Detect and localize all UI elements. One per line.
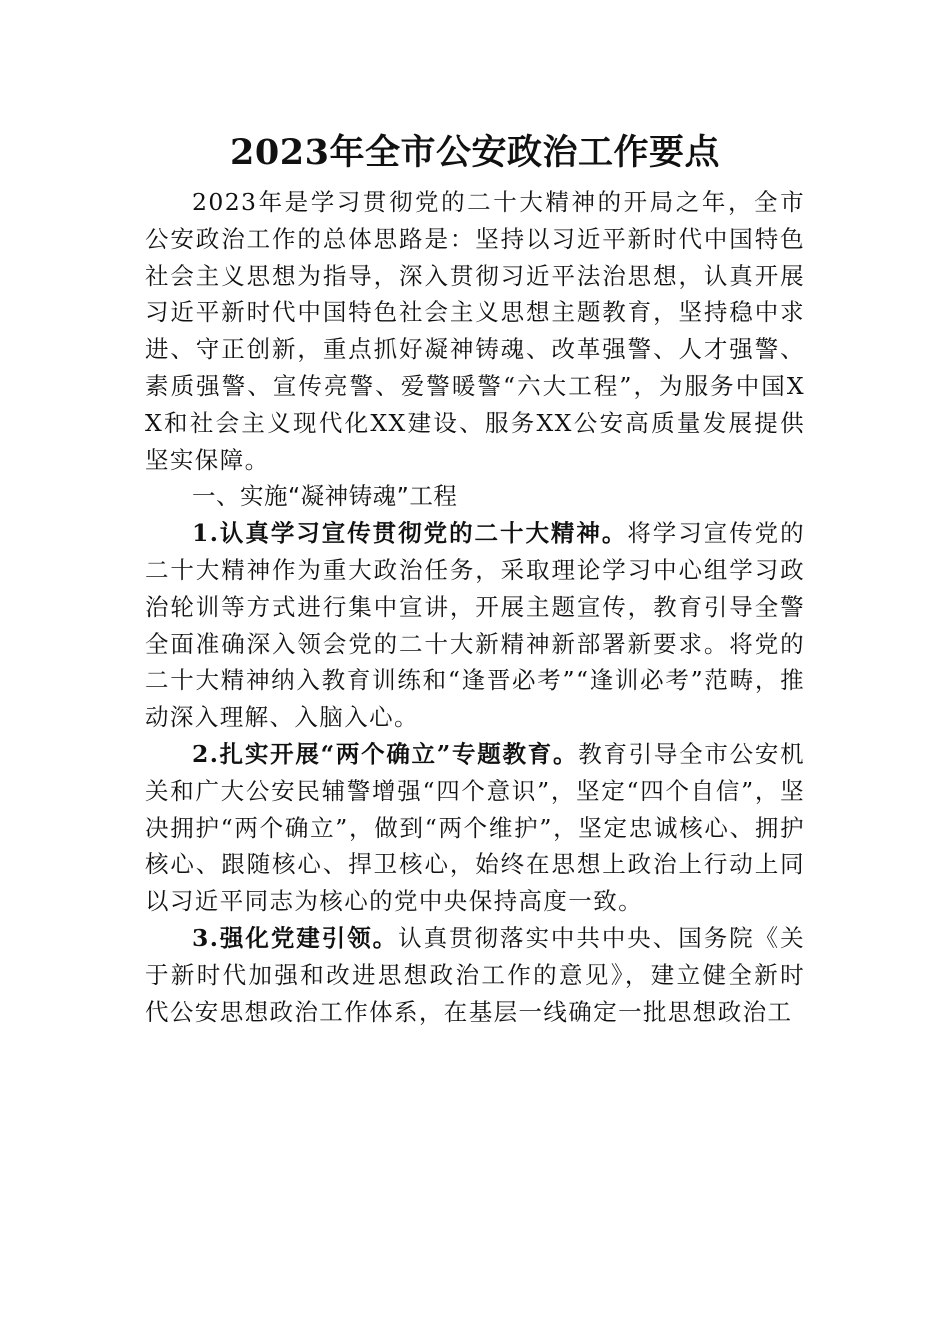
item-paragraph-2 (145, 736, 805, 920)
document-title: 2023年全市公安政治工作要点 (230, 132, 720, 173)
intro-paragraph: 2023年是学习贯彻党的二十大精神的开局之年，全市公安政治工作的总体思路是：坚持以习近平新时代中国特色社会主义思想为指导，深入贯彻习近平法治思想，认真开展习近平新时代中国特色社会主义思想主题教育，坚持稳中求进、守正创新，重点抓好凝神铸魂、改革强警、人才强警、素质强警、宣传亮警、爱警暖警“六大工程”，为服务中国XX和社会主义现代化XX建设、服务XX公安高质量发展提供坚实保障。 (145, 188, 805, 474)
item-body-3: 认真贯彻落实中共中央、国务院《关于新时代加强和改进思想政治工作的意见》，建立健全新时代公安思想政治工作体系，在基层一线确定一批思想政治工 (145, 923, 805, 1026)
section-heading: 一、实施“凝神铸魂”工程 (192, 482, 458, 511)
item-lead-1: 1.认真学习宣传贯彻党的二十大精神。 (192, 519, 628, 548)
item-body-1: 将学习宣传党的二十大精神作为重大政治任务，采取理论学习中心组学习政治轮训等方式进行集中宣讲，开展主题宣传，教育引导全警全面准确深入领会党的二十大新精神新部署新要求。将党的二十大精神纳入教育训练和“逢晋必考”“逢训必考”范畴，推动深入理解、入脑入心。 (145, 519, 805, 732)
document-page (145, 128, 805, 1030)
item-lead-3: 3.强化党建引领。 (192, 923, 399, 952)
item-lead-2: 2.扎实开展“两个确立”专题教育。 (192, 739, 579, 768)
item-paragraph-3 (145, 920, 805, 1030)
item-paragraph-1 (145, 515, 805, 736)
item-body-2: 教育引导全市公安机关和广大公安民辅警增强“四个意识”，坚定“四个自信”，坚决拥护“两个确立”，做到“两个维护”，坚定忠诚核心、拥护核心、跟随核心、捍卫核心，始终在思想上政治上行动上同以习近平同志为核心的党中央保持高度一致。 (145, 739, 805, 916)
